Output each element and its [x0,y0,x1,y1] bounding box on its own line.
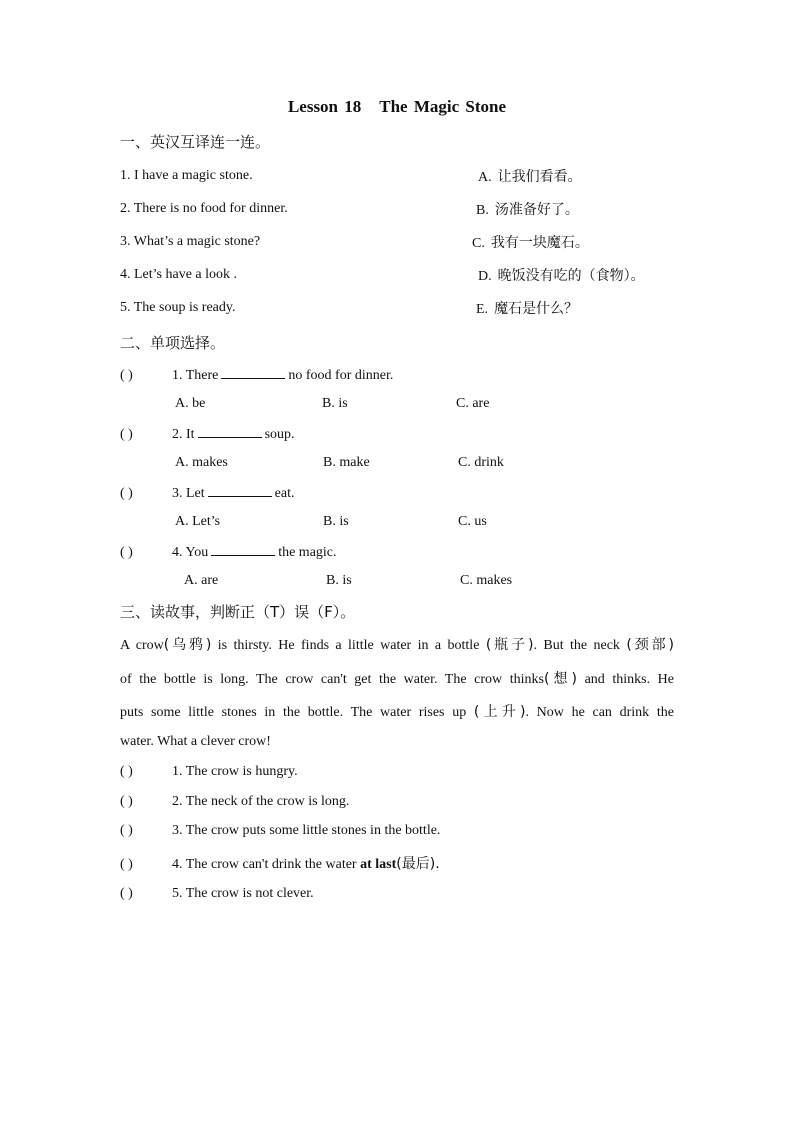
option-a[interactable]: A. are [184,573,219,588]
match-right-letter: D. [478,269,492,284]
match-right-e [476,298,578,318]
tf-question-4 [120,853,440,873]
answer-paren[interactable]: ( ) [120,764,133,779]
option-b[interactable]: B. is [323,514,349,529]
tf-text: 2. The neck of the crow is long. [172,794,350,809]
question-stem: 3. Let [172,486,205,501]
answer-paren[interactable]: ( ) [120,794,133,809]
tf-question-5 [120,886,314,902]
tf-text: 1. The crow is hungry. [172,764,298,779]
option-c[interactable]: C. are [456,396,490,411]
story-line-3: puts some little stones in the bottle. The water rises up (上升). Now he can drink the [120,704,674,720]
mc-question-1 [120,366,393,384]
lesson-number: Lesson 18 [287,97,362,116]
question-stem-end: soup. [264,427,295,442]
match-left-2: 2. There is no food for dinner. [120,201,288,216]
fill-blank[interactable] [198,425,262,438]
section-3-heading: 三、读故事，判断正（T）误（F）。 [120,603,356,621]
tf-text: 4. The crow can't drink the water [172,857,361,872]
match-right-text: 让我们看看。 [497,169,582,185]
fill-blank[interactable] [208,484,272,497]
story-line-2: of the bottle is long. The crow can't get the water. The crow thinks(想) and thinks. He [120,671,675,687]
match-right-text: 魔石是什么？ [494,301,579,317]
answer-paren[interactable]: ( ) [120,545,133,560]
option-a[interactable]: A. be [175,396,206,411]
mc-question-4 [120,543,337,561]
tf-question-3 [120,823,440,839]
match-left-1: 1. I have a magic stone. [120,168,253,183]
match-left-3: 3. What’s a magic stone? [120,234,261,249]
match-right-d [478,265,645,285]
match-right-text: 我有一块魔石。 [490,235,589,251]
tf-question-2 [120,794,349,810]
option-c[interactable]: C. makes [460,573,513,588]
match-right-b [476,199,579,219]
option-b[interactable]: B. make [323,455,370,470]
match-right-text: 晚饭没有吃的（食物）。 [497,268,645,284]
match-right-a [478,166,582,186]
mc-question-3 [120,484,294,502]
section-1-heading: 一、英汉互译连一连。 [120,133,271,151]
lesson-name: The Magic Stone [379,97,507,116]
question-stem-end: no food for dinner. [288,368,394,383]
page-title [0,97,794,117]
option-c[interactable]: C. us [458,514,487,529]
fill-blank[interactable] [211,543,275,556]
match-right-letter: E. [476,302,489,317]
option-a[interactable]: A. Let’s [175,514,221,529]
question-stem-end: eat. [274,486,295,501]
tf-text-bold: at last [360,857,397,872]
tf-text: 5. The crow is not clever. [172,886,314,901]
answer-paren[interactable]: ( ) [120,886,133,901]
match-right-c [472,232,589,252]
option-a[interactable]: A. makes [175,455,228,470]
tf-text: 3. The crow puts some little stones in the bottle. [172,823,441,838]
question-stem: 4. You [172,545,209,560]
option-c[interactable]: C. drink [458,455,504,470]
section-2-heading: 二、单项选择。 [120,334,226,352]
match-left-4: 4. Let’s have a look . [120,267,238,282]
answer-paren[interactable]: ( ) [120,486,133,501]
answer-paren[interactable]: ( ) [120,427,133,442]
match-right-letter: A. [478,170,492,185]
option-b[interactable]: B. is [326,573,352,588]
answer-paren[interactable]: ( ) [120,857,133,872]
question-stem: 1. There [172,368,219,383]
match-left-5: 5. The soup is ready. [120,300,236,315]
tf-text-end: (最后). [396,856,440,872]
match-right-letter: B. [476,203,489,218]
fill-blank[interactable] [221,366,285,379]
answer-paren[interactable]: ( ) [120,368,133,383]
option-b[interactable]: B. is [322,396,348,411]
story-line-1: A crow(乌鸦) is thirsty. He finds a little water in a bottle (瓶子). But the neck (颈部) [120,637,674,653]
mc-question-2 [120,425,295,443]
tf-question-1 [120,764,298,780]
question-stem: 2. It [172,427,195,442]
question-stem-end: the magic. [278,545,337,560]
story-line-4: water. What a clever crow! [120,734,271,749]
match-right-text: 汤准备好了。 [494,202,579,218]
match-right-letter: C. [472,236,485,251]
answer-paren[interactable]: ( ) [120,823,133,838]
